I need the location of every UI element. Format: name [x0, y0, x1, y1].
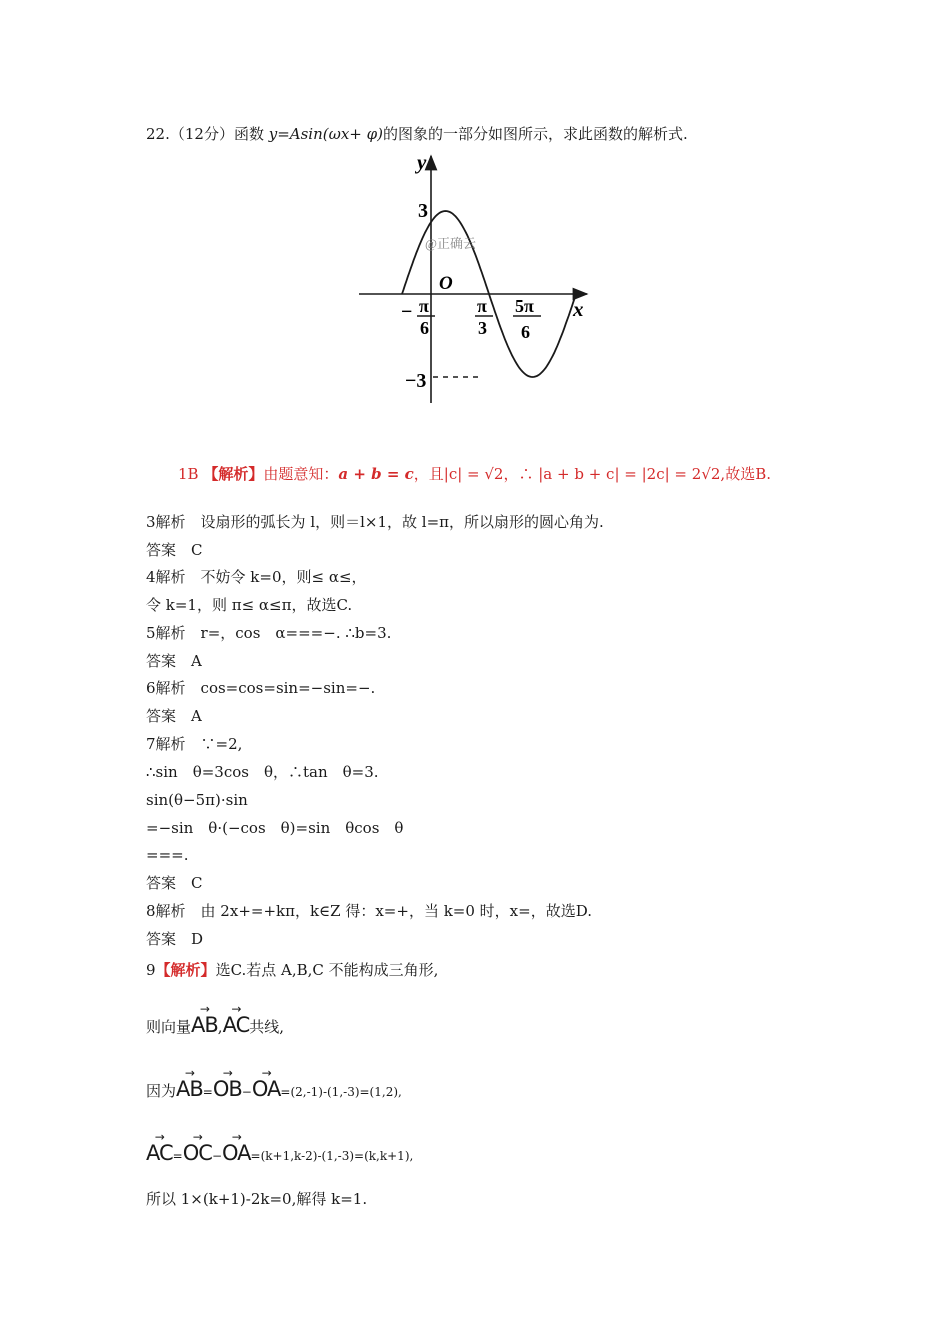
y-max-label: 3: [418, 200, 428, 222]
solution-10-pre: 则向量: [146, 1018, 192, 1036]
vector-arrow-icon: →: [231, 1130, 241, 1144]
question-function: y=Asin(ωx+ φ): [268, 125, 383, 143]
answer-5: 答案 A: [146, 652, 202, 670]
answer-1-mid: ，且|c| = √2，∴ |a + b + c| = |2c| = 2√2: [413, 465, 721, 483]
answer-1-expr: a + b = c: [338, 465, 414, 483]
solution-7d: =−sin θ·(−cos θ)=sin θcos θ: [146, 819, 404, 837]
vector-arrow-icon: →: [261, 1066, 271, 1080]
answer-1-tag: 【解析】: [203, 465, 264, 483]
question-number: 22.: [146, 125, 170, 143]
origin-label: O: [439, 273, 453, 294]
tick-left-denominator: 6: [420, 318, 429, 338]
vector-ob: → OB: [213, 1076, 242, 1102]
tick-right-denominator: 6: [521, 322, 530, 342]
question-text-a: 函数: [233, 125, 269, 143]
solution-5: 5解析 r=，cos α===−. ∴b=3.: [146, 624, 392, 642]
vector-oc: → OC: [183, 1140, 212, 1166]
question-line: [146, 124, 688, 144]
vector-oa: → OA: [222, 1140, 251, 1166]
vector-arrow-icon: →: [184, 1066, 194, 1080]
vector-ac: → AC: [223, 1012, 250, 1038]
vector-arrow-icon: →: [199, 1002, 209, 1016]
vector-oa: → OA: [252, 1076, 281, 1102]
solution-12: → AC= → OC− → OA=(k+1,k-2)-(1,-3)=(k,k+1),: [146, 1140, 413, 1169]
answer-6: 答案 A: [146, 707, 202, 725]
solution-4b: 令 k=1，则 π≤ α≤π，故选C.: [146, 596, 353, 614]
vector-ab: → AB: [191, 1012, 218, 1038]
solution-9: [146, 960, 438, 980]
solution-8: 8解析 由 2x+=+kπ，k∈Z 得：x=+，当 k=0 时，x=，故选D.: [146, 902, 592, 920]
solution-7a: 7解析 ∵=2,: [146, 735, 243, 753]
answer-1: [178, 464, 771, 484]
solution-9-number: 9: [146, 961, 156, 979]
vector-arrow-icon: →: [231, 1002, 241, 1016]
watermark: @正确云: [425, 236, 476, 251]
tick-mid-numerator: π: [477, 296, 487, 316]
solution-10-post: 共线,: [249, 1018, 285, 1036]
solution-3: 3解析 设扇形的弧长为 l，则＝l×1，故 l=π，所以扇形的圆心角为.: [146, 513, 604, 531]
solution-13: 所以 1×(k+1)-2k=0,解得 k=1.: [146, 1190, 368, 1208]
vector-ab: → AB: [176, 1076, 203, 1102]
answer-3: 答案 C: [146, 541, 203, 559]
solution-7e: ===.: [146, 846, 189, 864]
tick-mid-denominator: 3: [478, 318, 487, 338]
y-axis-label: y: [417, 150, 427, 174]
solution-4a: 4解析 不妨令 k=0，则≤ α≤，: [146, 568, 367, 586]
solution-12-post: =(k+1,k-2)-(1,-3)=(k,k+1),: [250, 1149, 414, 1163]
solution-9-tag: 【解析】: [155, 961, 216, 979]
answer-1-tail: ,故选B.: [720, 465, 771, 483]
solution-11-pre: 因为: [146, 1082, 177, 1100]
question-score: （12分）: [169, 125, 234, 143]
solution-11-post: =(2,-1)-(1,-3)=(1,2),: [280, 1085, 402, 1099]
solution-7b: ∴sin θ=3cos θ，∴tan θ=3.: [146, 763, 379, 781]
solution-11: 因为 → AB= → OB− → OA=(2,-1)-(1,-3)=(1,2),: [146, 1076, 402, 1105]
answer-7: 答案 C: [146, 874, 203, 892]
vector-arrow-icon: →: [192, 1130, 202, 1144]
answer-1-number: 1B: [178, 465, 199, 483]
solution-6: 6解析 cos=cos=sin=−sin=−.: [146, 679, 376, 697]
vector-arrow-icon: →: [222, 1066, 232, 1080]
solution-10: 则向量 → AB, → AC共线,: [146, 1012, 284, 1040]
sine-graph: [355, 148, 595, 408]
vector-ac: → AC: [146, 1140, 173, 1166]
answer-8: 答案 D: [146, 930, 204, 948]
answer-1-lead: 由题意知：: [263, 465, 339, 483]
tick-left-sign: −: [401, 301, 413, 323]
tick-left-numerator: π: [419, 296, 429, 316]
x-axis-label: x: [573, 297, 584, 321]
solution-7c: sin(θ−5π)·sin: [146, 791, 248, 809]
tick-right-numerator: 5π: [515, 296, 534, 316]
solution-9-text: 选C.若点 A,B,C 不能构成三角形,: [215, 961, 439, 979]
vector-arrow-icon: →: [154, 1130, 164, 1144]
question-text-b: 的图象的一部分如图所示，求此函数的解析式.: [383, 125, 688, 143]
y-min-label: −3: [405, 370, 427, 392]
